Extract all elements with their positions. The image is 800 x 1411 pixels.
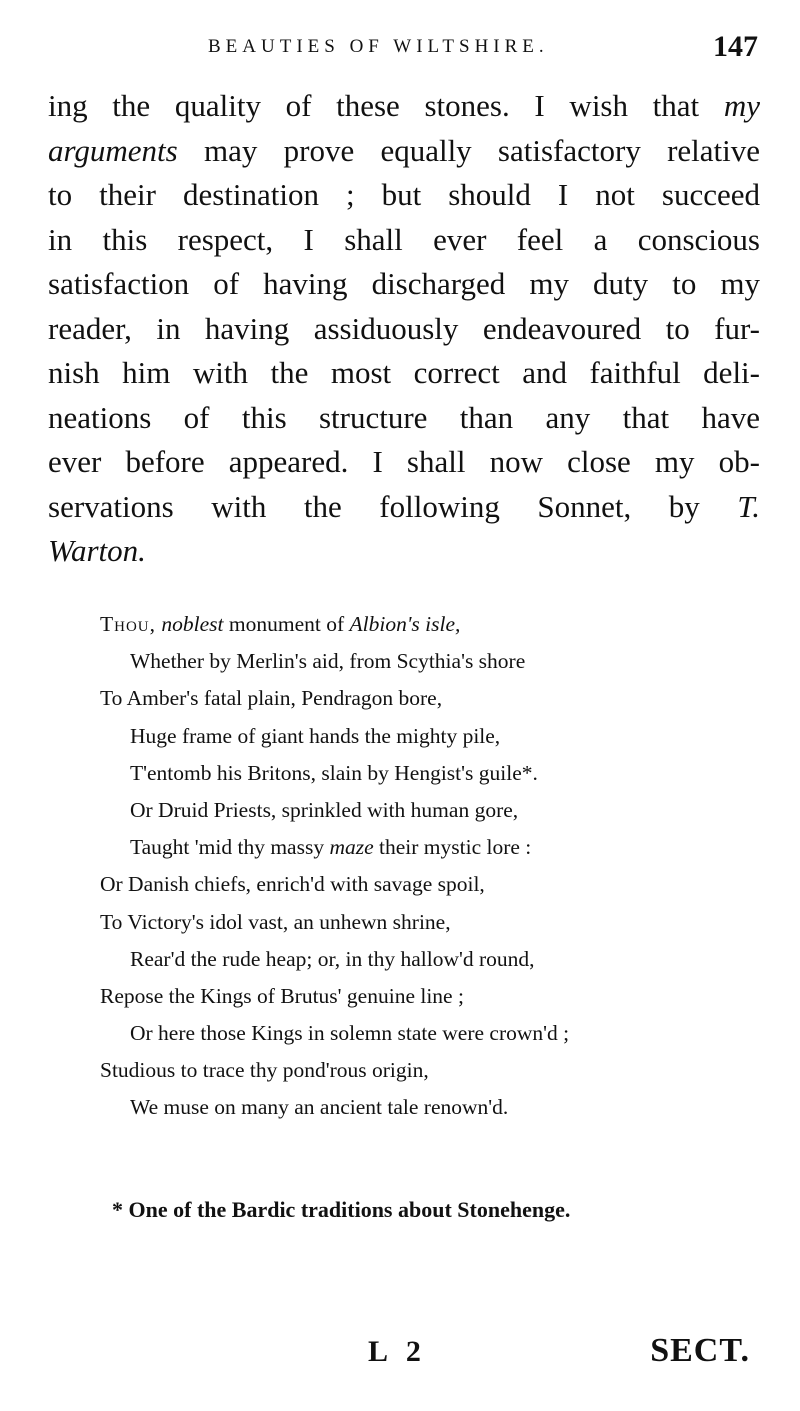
prose-line: ing the quality of these stones. I wish that my — [48, 88, 760, 123]
sonnet-line: Taught 'mid thy massy maze their mystic lore : — [130, 835, 532, 860]
sonnet-line: To Victory's idol vast, an unhewn shrine, — [100, 909, 451, 934]
sonnet-line: Repose the Kings of Brutus' genuine line ; — [100, 983, 464, 1008]
sonnet-line: Whether by Merlin's aid, from Scythia's shore — [130, 649, 526, 674]
prose-line: Warton. — [48, 533, 146, 568]
sonnet — [100, 606, 700, 1127]
sonnet-line: T'entomb his Britons, slain by Hengist's guile*. — [130, 760, 538, 785]
sonnet-line: Studious to trace thy pond'rous origin, — [100, 1058, 429, 1083]
body-paragraph — [48, 84, 760, 574]
prose-line: reader, in having assiduously endeavoured to fur- — [48, 310, 760, 346]
prose-line: in this respect, I shall ever feel a conscious — [48, 221, 760, 257]
sonnet-line: We muse on many an ancient tale renown'd. — [130, 1095, 509, 1120]
prose-line: servations with the following Sonnet, by T. — [48, 488, 761, 524]
page-number: 147 — [713, 30, 758, 63]
prose-line: ever before appeared. I shall now close my ob- — [48, 444, 760, 479]
sonnet-line: Rear'd the rude heap; or, in thy hallow'd round, — [130, 946, 535, 971]
prose-line: arguments may prove equally satisfactory relative — [48, 132, 761, 168]
prose-line: neations of this structure than any that have — [48, 399, 760, 435]
footnote-text: One of the Bardic traditions about Stonehenge. — [128, 1197, 571, 1222]
running-head — [48, 30, 758, 70]
sonnet-line: To Amber's fatal plain, Pendragon bore, — [100, 686, 443, 711]
footnote-marker: * — [112, 1197, 123, 1222]
sonnet-line: Or Danish chiefs, enrich'd with savage spoil, — [100, 872, 485, 897]
running-title: BEAUTIES OF WILTSHIRE. — [208, 36, 549, 57]
prose-line: to their destination ; but should I not succeed — [48, 177, 760, 212]
sonnet-line: Or here those Kings in solemn state were crown'd ; — [130, 1021, 570, 1046]
sonnet-line: Thou, noblest monument of Albion's isle, — [100, 612, 461, 636]
sonnet-line: Or Druid Priests, sprinkled with human gore, — [130, 797, 519, 822]
footnote — [112, 1197, 570, 1223]
prose-line: satisfaction of having discharged my duty to my — [48, 266, 760, 301]
prose-line: nish him with the most correct and faithful deli- — [48, 355, 760, 390]
signature-mark: L 2 — [368, 1335, 427, 1368]
sonnet-line: Huge frame of giant hands the mighty pile, — [130, 723, 501, 748]
catchword: SECT. — [650, 1332, 750, 1369]
